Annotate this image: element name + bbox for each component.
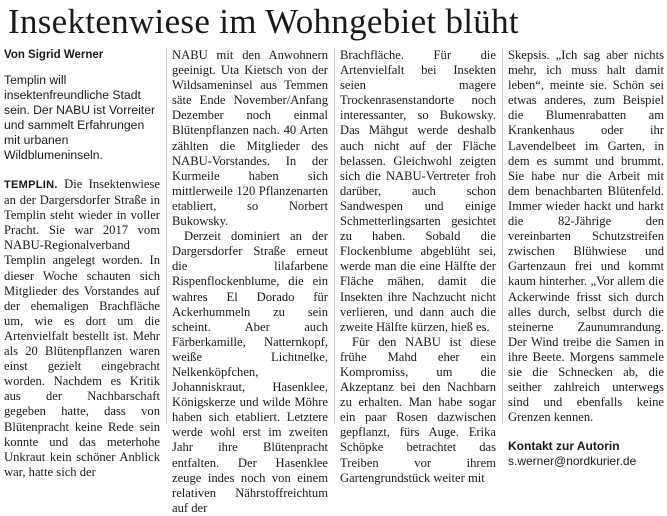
article-lede: Templin will insektenfreundliche Stadt sein. Der NABU ist Vorreiter und sammelt Erfahrungen mit urbanen Wildblumeninseln. bbox=[4, 73, 156, 162]
headline: Insektenwiese im Wohngebiet blüht bbox=[8, 2, 519, 41]
contact-heading: Kontakt zur Autorin bbox=[508, 439, 620, 454]
body-text: Die Insektenwiese an der Dargersdorfer Straße in Templin steht wieder in voller Pracht. Sie war 2017 vom NABU-Regionalverband Templin angelegt worden. In dieser Woche schauten sich Mitglieder des Vorstandes auf der ehemaligen Brachfläche um, wie es dort um die Artenvielfalt bestellt ist. Mehr als 20 Blütenpflanzen waren einst gezielt eingebracht worden. Nachdem es Kritik aus der Nachbarschaft gegeben hatte, dass von Blütenpracht keine Rede sein konnte und das meterhohe Unkraut kein schöner Anblick war, hatte sich der bbox=[4, 177, 160, 479]
article-column-1 bbox=[4, 48, 160, 480]
author-byline: Von Sigrid Werner bbox=[4, 49, 104, 61]
contact-email: s.werner@nordkurier.de bbox=[508, 454, 637, 469]
body-paragraph: Derzeit dominiert an der Dargersdorfer Straße erneut die lilafarbene Rispenflockenblume, die ein wahres El Dorado für Ackerhummeln zu sein scheint. Aber auch Färberkamille, Natternkopf, weiße Lichtnelke, Nelkenköpfchen, Johanniskraut, Hasenklee, Königskerze und wilde Möhre haben sich etabliert. Letztere werde wohl erst im zweiten Jahr ihre Blütenpracht entfalten. Der Hasenklee zeuge indes noch von einem relativen Nährstoffreichtum auf der bbox=[172, 229, 328, 515]
column-rule bbox=[334, 48, 335, 424]
body-paragraph: Skepsis. „Ich sag aber nichts mehr, ich muss halt damit leben“, meinte sie. Schön sei etwas anderes, zum Beispiel die Blumenrabatten am Krankenhaus oder ihr Lavendelbeet im Garten, in dem es summt und brummt. Sie habe nur die Arbeit mit dem benachbarten Blütenfeld. Immer wieder hackt und harkt die 82-Jährige den vereinbarten Schutzstreifen zwischen Blühwiese und Gartenzaun frei und kommt kaum hinterher. „Vor allem die Ackerwinde frisst sich durch alles durch, selbst durch die steinerne Zaunumrandung. Der Wind treibe die Samen in ihre Beete. Morgens sammele sie die Schnecken ab, die seither zahlreich unterwegs sind und ebenfalls keine Grenzen kennen. bbox=[508, 48, 664, 425]
article-column-3 bbox=[340, 48, 496, 486]
column-rule bbox=[502, 48, 503, 424]
body-paragraph: NABU mit den Anwohnern geeinigt. Uta Kietsch von der Wildsameninsel aus Temmen säte Ende November/Anfang Dezember noch einmal Blütenpflanzen nach. 40 Arten zählten die Mitglieder des NABU-Vorstandes. In der Kurmeile haben sich mittlerweile 120 Pflanzenarten etabliert, so Norbert Bukowsky. bbox=[172, 48, 328, 229]
body-paragraph bbox=[4, 177, 160, 480]
article-column-4 bbox=[508, 48, 664, 469]
column-rule bbox=[166, 48, 167, 424]
dateline: TEMPLIN. bbox=[4, 179, 58, 191]
body-paragraph: Für den NABU ist diese frühe Mahd eher ein Kompromiss, um die Akzeptanz bei den Nachbarn zu erhalten. Man habe sogar ein paar Rosen dazwischen gepflanzt, fürs Auge. Erika Schöpke betrachtet das Treiben vor ihrem Gartengrundstück weiter mit bbox=[340, 334, 496, 485]
body-paragraph: Brachfläche. Für die Artenvielfalt bei Insekten seien magere Trockenrasenstandorte noch interessanter, so Bukowsky. Das Mähgut werde deshalb auch nicht auf der Fläche belassen. Gleichwohl zeigten sich die NABU-Vertreter froh darüber, auch schon Sandwespen und einige Schmetterlingsarten gesichtet zu haben. Sobald die Flockenblume abgeblüht sei, werde man die eine Hälfte der Fläche mähen, damit die Insekten ihre Nachzucht nicht verlieren, und dann auch die zweite Hälfte kürzen, hieß es. bbox=[340, 48, 496, 334]
article-column-2 bbox=[172, 48, 328, 516]
